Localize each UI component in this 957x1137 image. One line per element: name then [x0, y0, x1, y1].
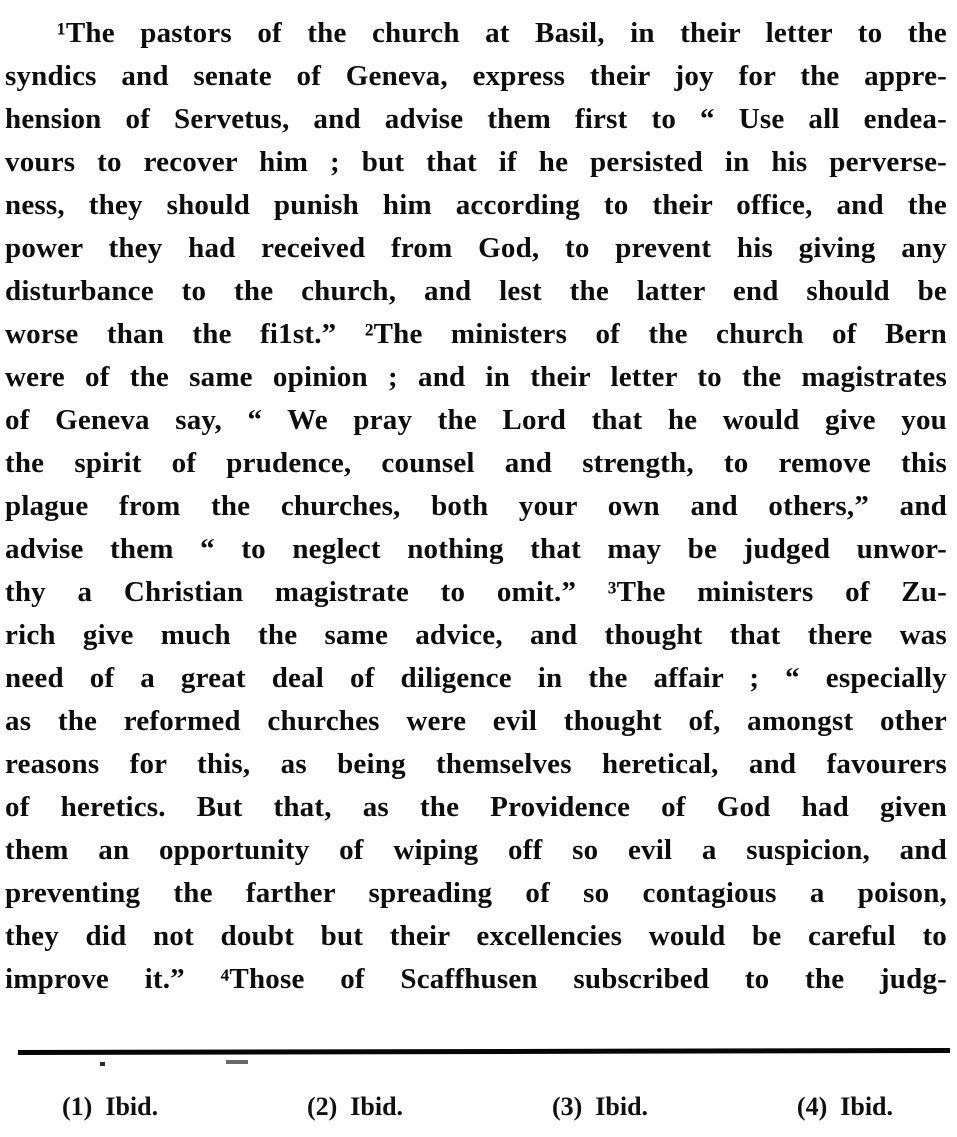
text-line: vours to recover him ; but that if he persisted in his perverse-: [5, 146, 947, 178]
text-line: rich give much the same advice, and thought that there was: [5, 619, 947, 651]
text-line: preventing the farther spreading of so contagious a poison,: [5, 877, 947, 909]
paragraph: [5, 12, 947, 1001]
text-line: worse than the fi1st.” ²The ministers of the church of Bern: [5, 318, 947, 350]
footnote-divider: [18, 1048, 950, 1055]
text-line: ness, they should punish him according to their office, and the: [5, 189, 947, 221]
footnote-marker: (1): [62, 1092, 93, 1121]
footnote: [62, 1092, 158, 1122]
text-line: disturbance to the church, and lest the latter end should be: [5, 275, 947, 307]
text-line: hension of Servetus, and advise them first to “ Use all endea-: [5, 103, 947, 135]
text-line: advise them “ to neglect nothing that may be judged unwor-: [5, 533, 947, 565]
text-line: syndics and senate of Geneva, express their joy for the appre-: [5, 60, 947, 92]
footnote-text: Ibid.: [595, 1092, 649, 1121]
text-line: were of the same opinion ; and in their letter to the magistrates: [5, 361, 947, 393]
text-line: as the reformed churches were evil thought of, amongst other: [5, 705, 947, 737]
footnote: [552, 1092, 648, 1122]
text-line: of Geneva say, “ We pray the Lord that he would give you: [5, 404, 947, 436]
ink-speck: [100, 1062, 105, 1066]
footnote-marker: (2): [306, 1092, 338, 1121]
text-line: power they had received from God, to prevent his giving any: [5, 232, 947, 264]
footnote: [797, 1092, 893, 1122]
text-line: ¹The pastors of the church at Basil, in their letter to the: [57, 17, 947, 49]
footnotes-row: [0, 1092, 957, 1122]
footnote-marker: (3): [551, 1092, 583, 1121]
text-line: plague from the churches, both your own and others,” and: [5, 490, 947, 522]
text-line: improve it.” ⁴Those of Scaffhusen subscribed to the judg-: [5, 963, 947, 995]
footnote-marker: (4): [796, 1092, 828, 1121]
text-line: them an opportunity of wiping off so evil a suspicion, and: [5, 834, 947, 866]
text-line: of heretics. But that, as the Providence of God had given: [5, 791, 947, 823]
footnote-text: Ibid.: [105, 1092, 159, 1121]
text-line: they did not doubt but their excellencies would be careful to: [5, 920, 947, 952]
ink-speck: [226, 1060, 248, 1064]
footnote-text: Ibid.: [350, 1092, 404, 1121]
footnote: [307, 1092, 403, 1122]
text-line: reasons for this, as being themselves heretical, and favourers: [5, 748, 947, 780]
text-line: thy a Christian magistrate to omit.” ³The ministers of Zu-: [5, 576, 947, 608]
footnote-text: Ibid.: [840, 1092, 893, 1121]
text-line: need of a great deal of diligence in the affair ; “ especially: [5, 662, 947, 694]
text-line: the spirit of prudence, counsel and strength, to remove this: [5, 447, 947, 479]
